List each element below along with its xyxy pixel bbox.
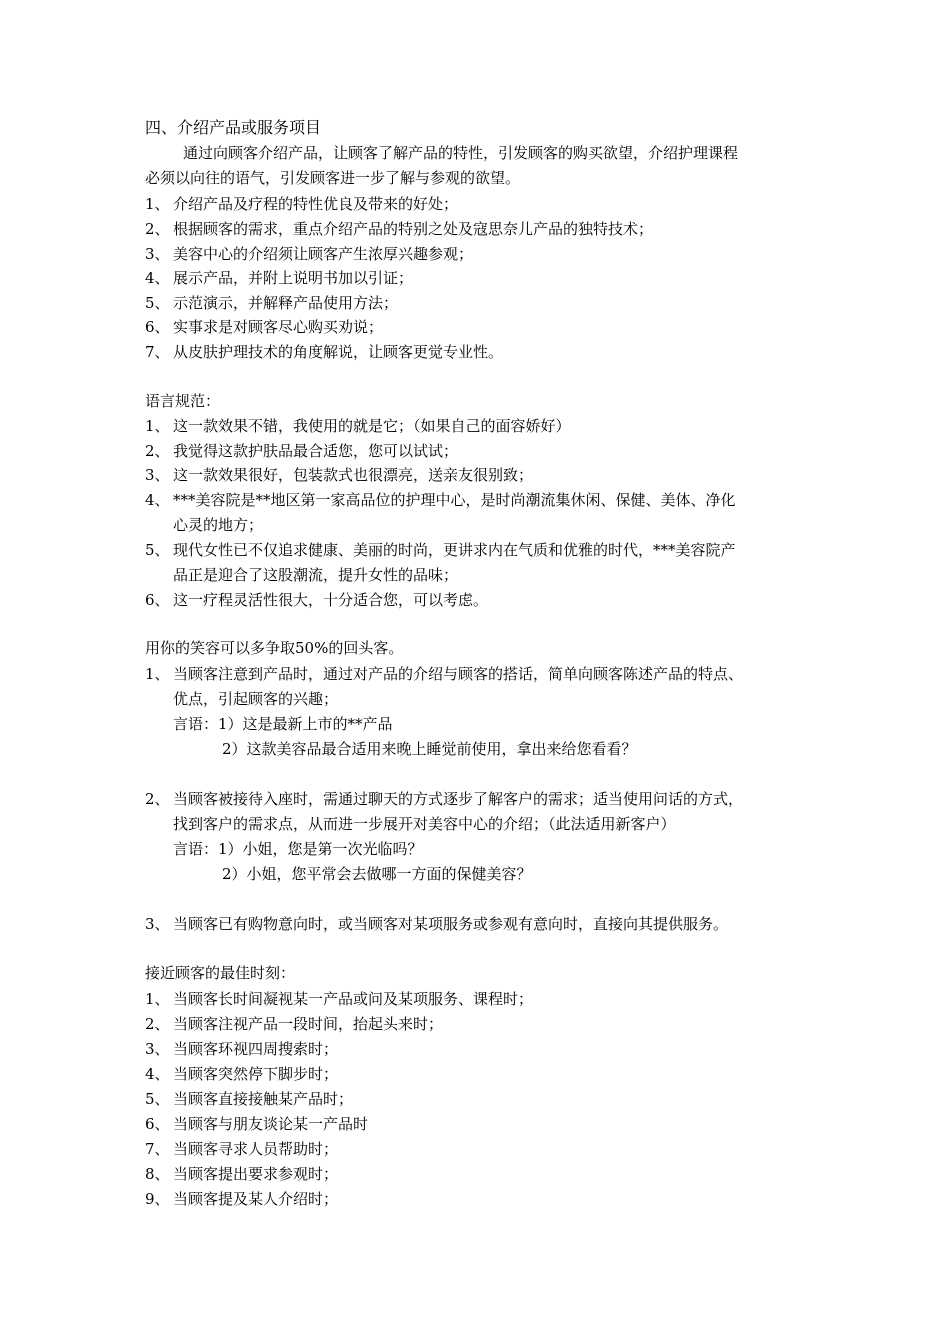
list-number: 5、 (145, 541, 170, 559)
list-item (145, 1086, 353, 1112)
intro-line-1: 通过向顾客介绍产品，让顾客了解产品的特性，引发顾客的购买欲望，介绍护理课程 (183, 144, 739, 162)
list-number: 5、 (145, 294, 170, 312)
list-number: 2、 (145, 790, 170, 808)
smile-title: 用你的笑容可以多争取50%的回头客。 (145, 639, 404, 657)
list-number: 2、 (145, 442, 170, 460)
list-text: 示范演示，并解释产品使用方法； (173, 294, 399, 312)
list-text: 从皮肤护理技术的角度解说，让顾客更觉专业性。 (173, 343, 504, 361)
list-number: 4、 (145, 1065, 170, 1083)
list-text: 展示产品，并附上说明书加以引证； (173, 269, 414, 287)
list-item (145, 1186, 338, 1212)
list-item (145, 1036, 338, 1062)
list-item (145, 786, 743, 812)
section-title: 四、介绍产品或服务项目 (145, 118, 322, 137)
list-number: 5、 (145, 1090, 170, 1108)
list-text: 现代女性已不仅追求健康、美丽的时尚，更讲求内在气质和优雅的时代，***美容院产 (173, 541, 736, 559)
list-item (145, 587, 488, 613)
list-number: 7、 (145, 343, 170, 361)
list-number: 2、 (145, 1015, 170, 1033)
list-number: 4、 (145, 491, 170, 509)
list-number: 3、 (145, 915, 170, 933)
list-item (145, 216, 653, 242)
list-item (145, 265, 413, 291)
speech-example: 言语：1）这是最新上市的**产品 (173, 715, 393, 733)
list-number: 8、 (145, 1165, 170, 1183)
list-text: 当顾客直接接触某产品时； (173, 1090, 354, 1108)
list-item (145, 986, 533, 1012)
list-text: 这一款效果不错，我使用的就是它；（如果自己的面容娇好） (173, 417, 571, 435)
intro-line-2: 必须以向往的语气，引发顾客进一步了解与参观的欲望。 (145, 169, 521, 187)
approach-title: 接近顾客的最佳时刻： (145, 964, 296, 982)
list-item (145, 537, 736, 563)
list-item (145, 241, 473, 267)
list-number: 6、 (145, 318, 170, 336)
list-item (145, 1011, 443, 1037)
list-text: 当顾客提及某人介绍时； (173, 1190, 339, 1208)
list-number: 3、 (145, 1040, 170, 1058)
list-text: 当顾客注意到产品时，通过对产品的介绍与顾客的搭话，简单向顾客陈述产品的特点、 (173, 665, 744, 683)
list-number: 1、 (145, 417, 170, 435)
list-text: 当顾客突然停下脚步时； (173, 1065, 339, 1083)
list-number: 9、 (145, 1190, 170, 1208)
list-number: 1、 (145, 990, 170, 1008)
list-number: 1、 (145, 195, 170, 213)
list-item (145, 487, 736, 513)
list-item (145, 1111, 368, 1137)
list-item (145, 314, 383, 340)
list-number: 7、 (145, 1140, 170, 1158)
list-number: 1、 (145, 665, 170, 683)
list-item-continuation: 找到客户的需求点，从而进一步展开对美容中心的介绍；（此法适用新客户） (173, 815, 676, 833)
list-number: 3、 (145, 466, 170, 484)
list-item-continuation: 心灵的地方； (173, 516, 264, 534)
list-item-continuation: 优点，引起顾客的兴趣； (173, 690, 339, 708)
list-number: 3、 (145, 245, 170, 263)
list-number: 2、 (145, 220, 170, 238)
list-text: 当顾客注视产品一段时间，抬起头来时； (173, 1015, 444, 1033)
list-number: 4、 (145, 269, 170, 287)
list-text: 这一款效果很好，包装款式也很漂亮，送亲友很别致； (173, 466, 534, 484)
list-item (145, 911, 728, 937)
list-item (145, 1161, 338, 1187)
list-number: 6、 (145, 1115, 170, 1133)
list-text: 当顾客被接待入座时，需通过聊天的方式逐步了解客户的需求；适当使用问话的方式， (173, 790, 744, 808)
list-item (145, 1061, 338, 1087)
list-text: 当顾客寻求人员帮助时； (173, 1140, 339, 1158)
list-text: 当顾客提出要求参观时； (173, 1165, 339, 1183)
speech-example: 2）小姐，您平常会去做哪一方面的保健美容？ (222, 865, 532, 883)
speech-example: 言语：1）小姐，您是第一次光临吗？ (173, 840, 423, 858)
language-title: 语言规范： (145, 392, 221, 410)
list-text: 实事求是对顾客尽心购买劝说； (173, 318, 384, 336)
list-item (145, 413, 571, 439)
list-text: 美容中心的介绍须让顾客产生浓厚兴趣参观； (173, 245, 474, 263)
speech-example: 2）这款美容品最合适用来晚上睡觉前使用，拿出来给您看看？ (222, 740, 637, 758)
list-text: 根据顾客的需求，重点介绍产品的特别之处及寇思奈儿产品的独特技术； (173, 220, 654, 238)
list-text: 当顾客长时间凝视某一产品或问及某项服务、课程时； (173, 990, 534, 1008)
list-text: 我觉得这款护肤品最合适您，您可以试试； (173, 442, 459, 460)
list-text: ***美容院是**地区第一家高品位的护理中心，是时尚潮流集休闲、保健、美体、净化 (173, 491, 736, 509)
list-item (145, 462, 533, 488)
list-text: 这一疗程灵活性很大，十分适合您，可以考虑。 (173, 591, 489, 609)
list-item (145, 438, 458, 464)
list-item (145, 1136, 338, 1162)
list-text: 介绍产品及疗程的特性优良及带来的好处； (173, 195, 459, 213)
list-item (145, 191, 458, 217)
list-item (145, 661, 743, 687)
list-item (145, 339, 503, 365)
list-item-continuation: 品正是迎合了这股潮流，提升女性的品味； (173, 566, 459, 584)
list-text: 当顾客与朋友谈论某一产品时 (173, 1115, 369, 1133)
list-text: 当顾客环视四周搜索时； (173, 1040, 339, 1058)
list-text: 当顾客已有购物意向时，或当顾客对某项服务或参观有意向时，直接向其提供服务。 (173, 915, 729, 933)
list-number: 6、 (145, 591, 170, 609)
list-item (145, 290, 398, 316)
